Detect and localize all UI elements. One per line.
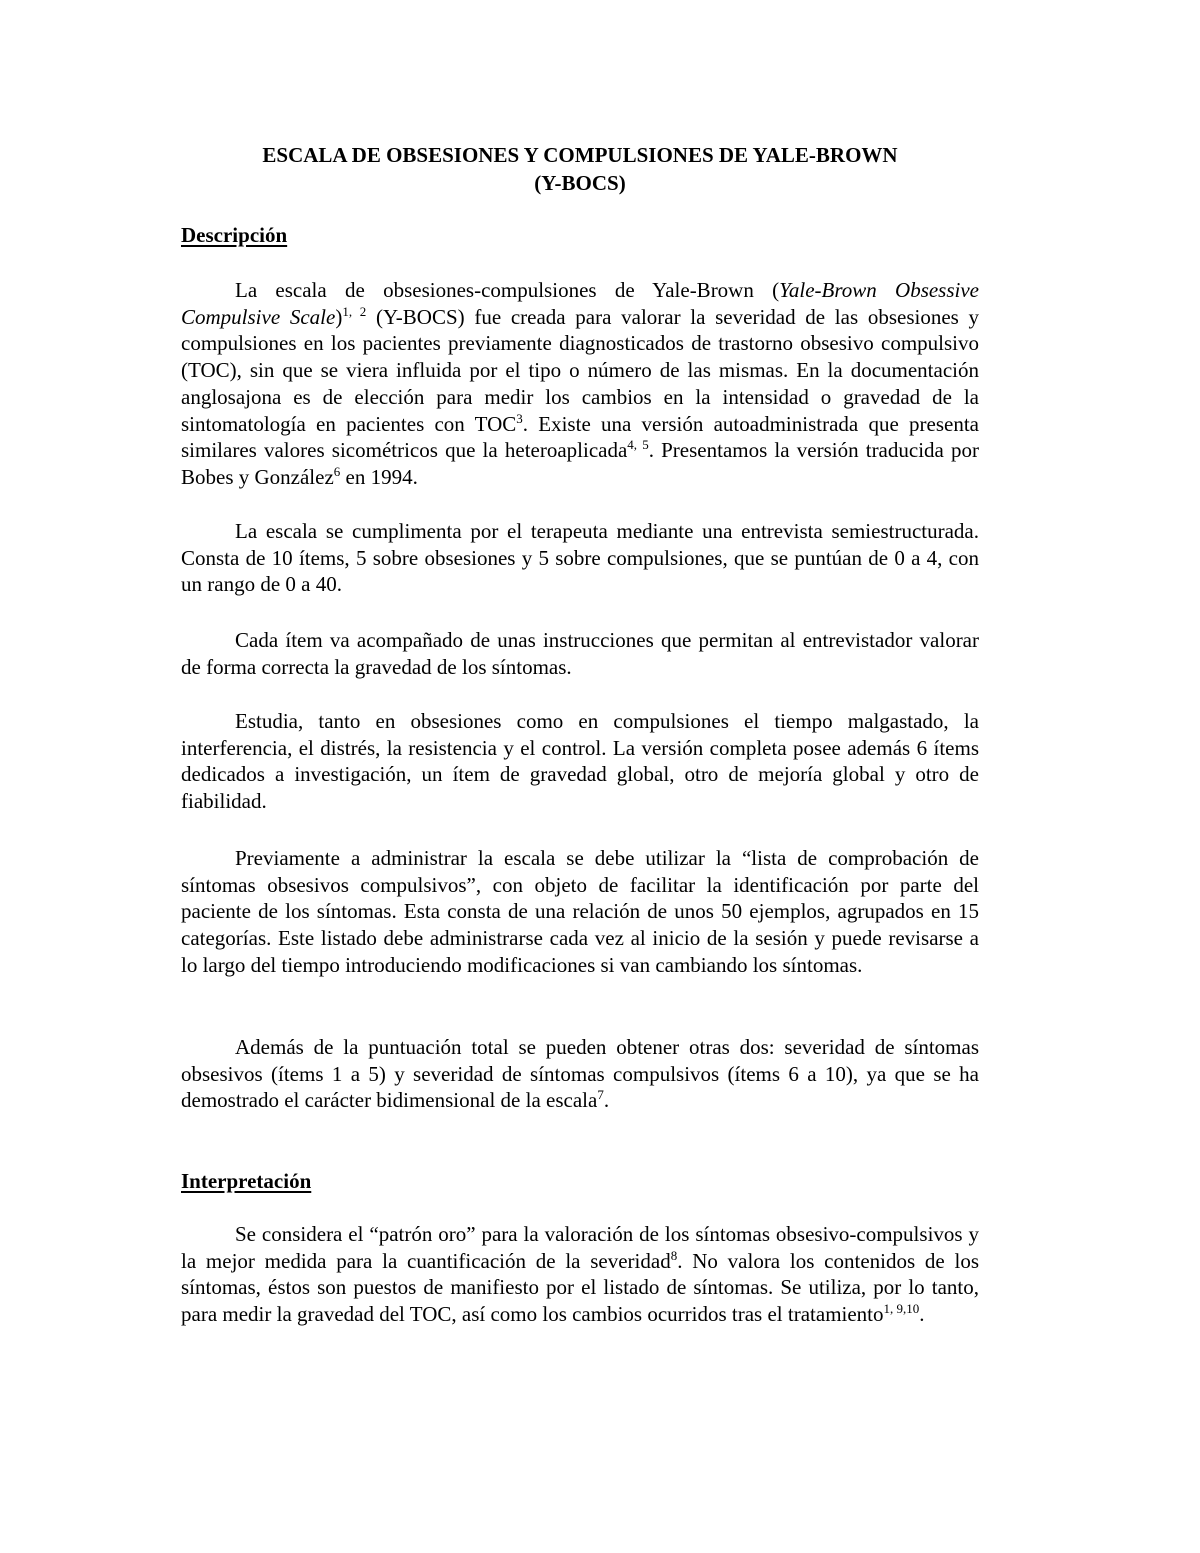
footnote-ref: 7 (597, 1087, 604, 1103)
paragraph-instructions: Cada ítem va acompañado de unas instrucciones que permitan al entrevistador valorar de forma correcta la gravedad de los síntomas. (181, 628, 979, 679)
paragraph-symptom-checklist: Previamente a administrar la escala se debe utilizar la “lista de comprobación de síntomas obsesivos compulsivos”, con objeto de facilitar la identificación por parte del paciente de los síntomas. Esta consta de una relación de unos 50 ejemplos, agrupados en 15 categorías. Este listado debe administrarse cada vez al inicio de la sesión y puede revisarse a lo largo del tiempo introduciendo modificaciones si van cambiando los síntomas. (181, 846, 979, 977)
document-title: ESCALA DE OBSESIONES Y COMPULSIONES DE YALE-BROWN (262, 143, 898, 167)
footnote-ref: 1, 9,10 (883, 1301, 920, 1317)
paragraph-subscores: Además de la puntuación total se pueden obtener otras dos: severidad de síntomas obsesivos (ítems 1 a 5) y severidad de síntomas compulsivos (ítems 6 a 10), ya que se ha demostrado el carácter bidimensional de la escala$^7$. (181, 1035, 979, 1113)
footnote-ref: 6 (333, 463, 341, 479)
paragraph-administration: La escala se cumplimenta por el terapeuta mediante una entrevista semiestructurada. Consta de 10 ítems, 5 sobre obsesiones y 5 sobre compulsiones, que se puntúan de 0 a 4, con un rango de 0 a 40. (181, 519, 979, 597)
footnote-ref: 4, 5 (627, 437, 649, 453)
paragraph-dimensions: Estudia, tanto en obsesiones como en compulsiones el tiempo malgastado, la interferencia, el distrés, la resistencia y el control. La versión completa posee además 6 ítems dedicados a investigación, un ítem de gravedad global, otro de mejoría global y otro de fiabilidad. (181, 709, 979, 814)
section-heading-descripcion: Descripción (181, 223, 288, 247)
paragraph-description-intro: La escala de obsesiones-compulsiones de Yale-Brown (Yale-Brown Obsessive Compulsive Scale)$^{1, 2}$ (Y-BOCS) fue creada para valorar la severidad de las obsesiones y compulsiones en los pacientes previamente diagnosticados de trastorno obsesivo compulsivo (TOC), sin que se viera influida por el tipo o número de las mismas. En la documentación anglosajona es de elección para medir los cambios en la intensidad o gravedad de la sintomatología en pacientes con TOC$^3$. Existe una versión autoadministrada que presenta similares valores sicométricos que la heteroaplicada$^{4, 5}$. Presentamos la versión traducida por Bobes y González$^6$ en 1994. (181, 278, 980, 489)
footnote-ref: 3 (516, 410, 523, 426)
document-subtitle: (Y-BOCS) (534, 171, 626, 195)
footnote-ref: 1, 2 (342, 303, 367, 319)
section-heading-interpretacion: Interpretación (181, 1169, 312, 1193)
paragraph-interpretation: Se considera el “patrón oro” para la valoración de los síntomas obsesivo-compulsivos y la mejor medida para la cuantificación de la severidad$^8$. No valora los contenidos de los síntomas, éstos son puestos de manifiesto por el listado de síntomas. Se utiliza, por lo tanto, para medir la gravedad del TOC, así como los cambios ocurridos tras el tratamiento$^{1, 9,10}$. (181, 1222, 979, 1327)
footnote-ref: 8 (670, 1247, 678, 1263)
